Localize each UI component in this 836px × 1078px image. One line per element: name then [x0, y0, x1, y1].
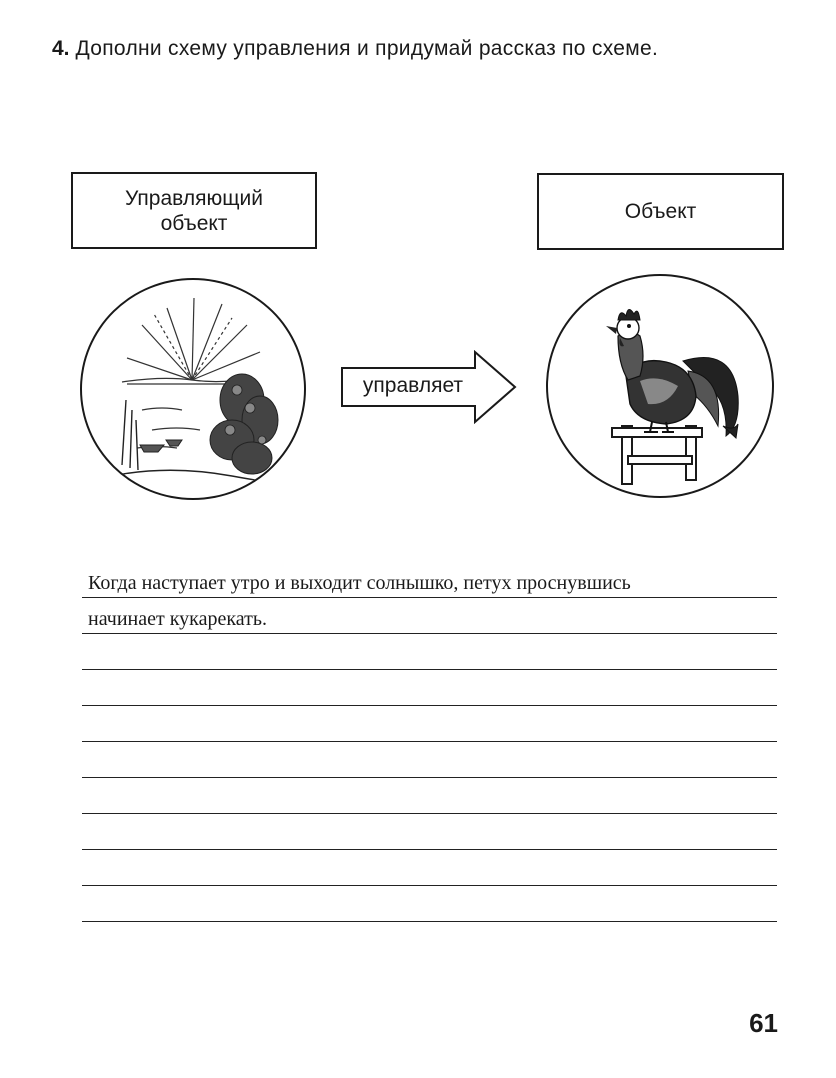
story-line-text: Когда наступает утро и выходит солнышко, петух проснувшись [88, 572, 631, 594]
object-label-box [537, 173, 784, 250]
story-line[interactable] [82, 886, 777, 922]
rooster-icon [548, 276, 772, 496]
sun-over-lake-icon [82, 280, 304, 498]
object-label: Объект [624, 200, 697, 223]
controller-label-box [71, 172, 317, 249]
story-line[interactable] [82, 778, 777, 814]
story-line[interactable] [82, 670, 777, 706]
sun-over-lake-illustration [80, 278, 306, 500]
task-number: 4. [52, 37, 70, 60]
story-line[interactable] [82, 706, 777, 742]
story-line[interactable] [82, 598, 777, 634]
story-line[interactable] [82, 562, 777, 598]
story-line-text: начинает кукарекать. [88, 608, 267, 630]
task-statement [52, 34, 787, 63]
relation-label: управляет [362, 374, 464, 397]
controller-label: Управляющий объект [125, 186, 263, 235]
page-number: 61 [749, 1008, 778, 1038]
story-lines [82, 562, 777, 922]
story-line[interactable] [82, 634, 777, 670]
story-line[interactable] [82, 814, 777, 850]
task-text: Дополни схему управления и придумай рассказ по схеме. [75, 37, 659, 60]
rooster-on-fence-illustration [546, 274, 774, 498]
story-line[interactable] [82, 742, 777, 778]
story-line[interactable] [82, 850, 777, 886]
